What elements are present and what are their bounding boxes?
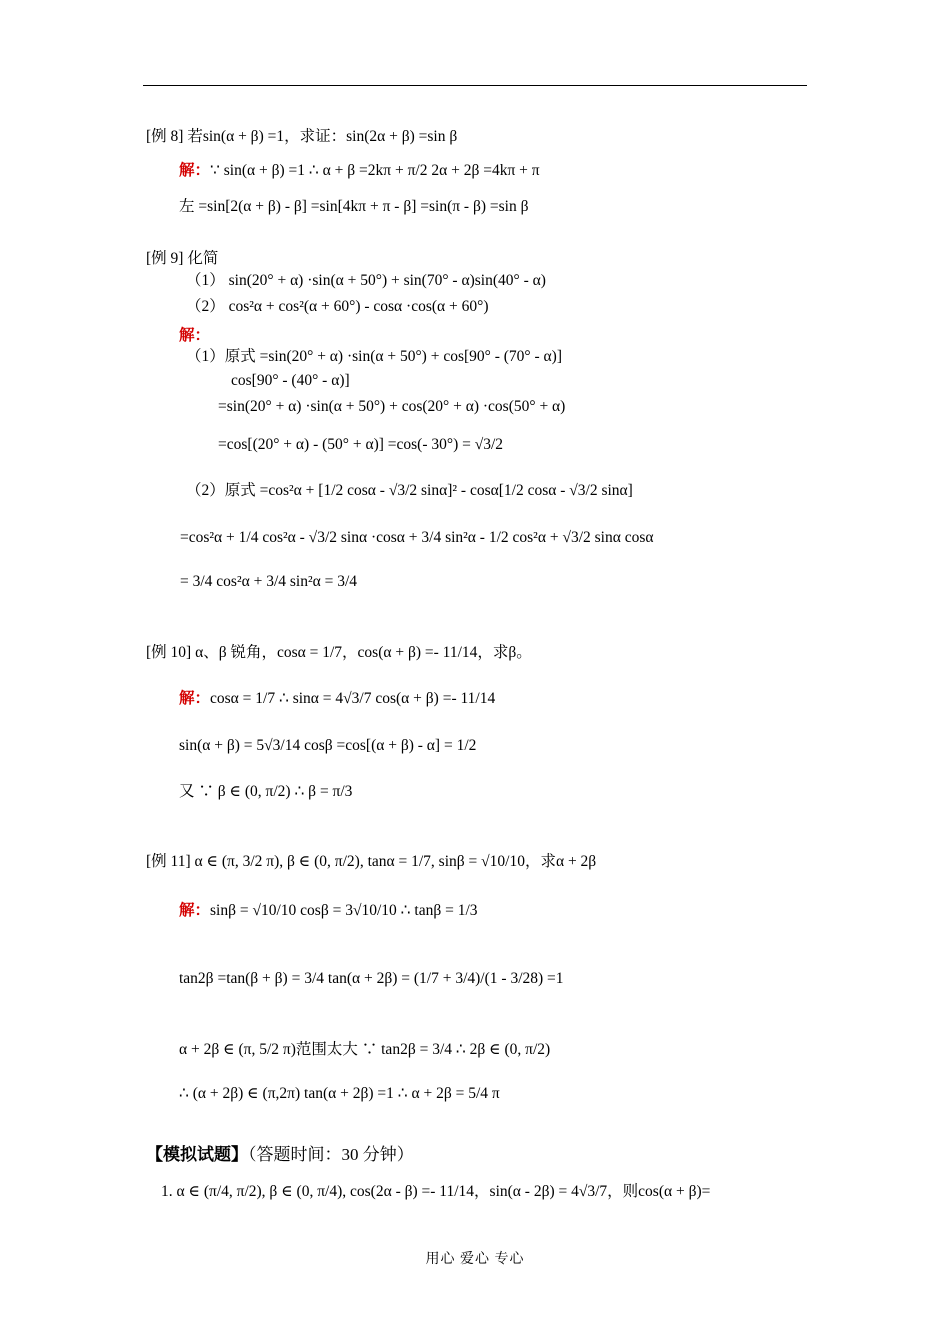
example-9-answer-2-line-2: =cos²α + 1/4 cos²α - √3/2 sinα ·cosα + 3/4 sin²α - 1/2 cos²α + √3/2 sinα cosα [180, 529, 654, 546]
example-9-answer-2-line-1: （2）原式 =cos²α + [1/2 cosα - √3/2 sinα]² - cosα[1/2 cosα - √3/2 sinα] [186, 482, 633, 499]
example-10-solution-line-3: 又 ∵ β ∈ (0, π/2) ∴ β = π/3 [179, 783, 353, 800]
solution-label: 解： [179, 902, 211, 919]
example-8-question: [例 8] 若sin(α + β) =1，求证：sin(2α + β) =sin β [146, 128, 458, 145]
example-8-solution-line-1: 解：∵ sin(α + β) =1 ∴ α + β =2kπ + π/2 2α + 2β =4kπ + π [179, 162, 540, 179]
example-11-question: [例 11] α ∈ (π, 3/2 π), β ∈ (0, π/2), tanα = 1/7, sinβ = √10/10，求α + 2β [146, 853, 597, 870]
example-9-part-1: （1） sin(20° + α) ·sin(α + 50°) + sin(70° - α)sin(40° - α) [186, 272, 546, 289]
example-11-solution-line-4: ∴ (α + 2β) ∈ (π,2π) tan(α + 2β) =1 ∴ α + 2β = 5/4 π [179, 1085, 500, 1102]
example-9-question: [例 9] 化简 [146, 250, 219, 267]
mock-test-heading: 【模拟试题】 [146, 1145, 248, 1164]
mock-test-time: （答题时间：30 分钟） [248, 1145, 414, 1164]
page-footer: 用心 爱心 专心 [425, 1252, 525, 1267]
solution-label: 解： [179, 690, 211, 707]
example-9-answer-1-line-4: =cos[(20° + α) - (50° + α)] =cos(- 30°) = √3/2 [218, 436, 504, 453]
solution-label: 解： [179, 162, 211, 179]
example-11-solution-line-3: α + 2β ∈ (π, 5/2 π)范围太大 ∵ tan2β = 3/4 ∴ 2β ∈ (0, π/2) [179, 1041, 551, 1058]
mock-question-1: 1. α ∈ (π/4, π/2), β ∈ (0, π/4), cos(2α - β) =- 11/14，sin(α - 2β) = 4√3/7，则cos(α + β)= [161, 1183, 711, 1200]
example-10-question: [例 10] α、β 锐角，cosα = 1/7，cos(α + β) =- 11/14，求β。 [146, 644, 532, 661]
example-9-part-2: （2） cos²α + cos²(α + 60°) - cosα ·cos(α + 60°) [186, 298, 489, 315]
example-10-solution-line-1: 解：cosα = 1/7 ∴ sinα = 4√3/7 cos(α + β) =- 11/14 [179, 690, 496, 707]
solution-label: 解： [179, 327, 211, 344]
example-9-answer-1-line-1: （1）原式 =sin(20° + α) ·sin(α + 50°) + cos[90° - (70° - α)] [186, 348, 562, 365]
example-8-solution-line-2: 左 =sin[2(α + β) - β] =sin[4kπ + π - β] =sin(π - β) =sin β [179, 198, 529, 215]
example-9-answer-1-line-2: cos[90° - (40° - α)] [231, 372, 350, 389]
example-10-solution-line-2: sin(α + β) = 5√3/14 cosβ =cos[(α + β) - α] = 1/2 [179, 737, 477, 754]
header-rule [143, 85, 807, 86]
example-11-solution-line-1: 解：sinβ = √10/10 cosβ = 3√10/10 ∴ tanβ = 1/3 [179, 902, 478, 919]
example-9-answer-1-line-3: =sin(20° + α) ·sin(α + 50°) + cos(20° + α) ·cos(50° + α) [218, 398, 566, 415]
example-11-solution-line-2: tan2β =tan(β + β) = 3/4 tan(α + 2β) = (1/7 + 3/4)/(1 - 3/28) =1 [179, 970, 564, 987]
mock-test-heading-line [146, 1145, 414, 1165]
example-9-answer-2-line-3: = 3/4 cos²α + 3/4 sin²α = 3/4 [180, 573, 358, 590]
